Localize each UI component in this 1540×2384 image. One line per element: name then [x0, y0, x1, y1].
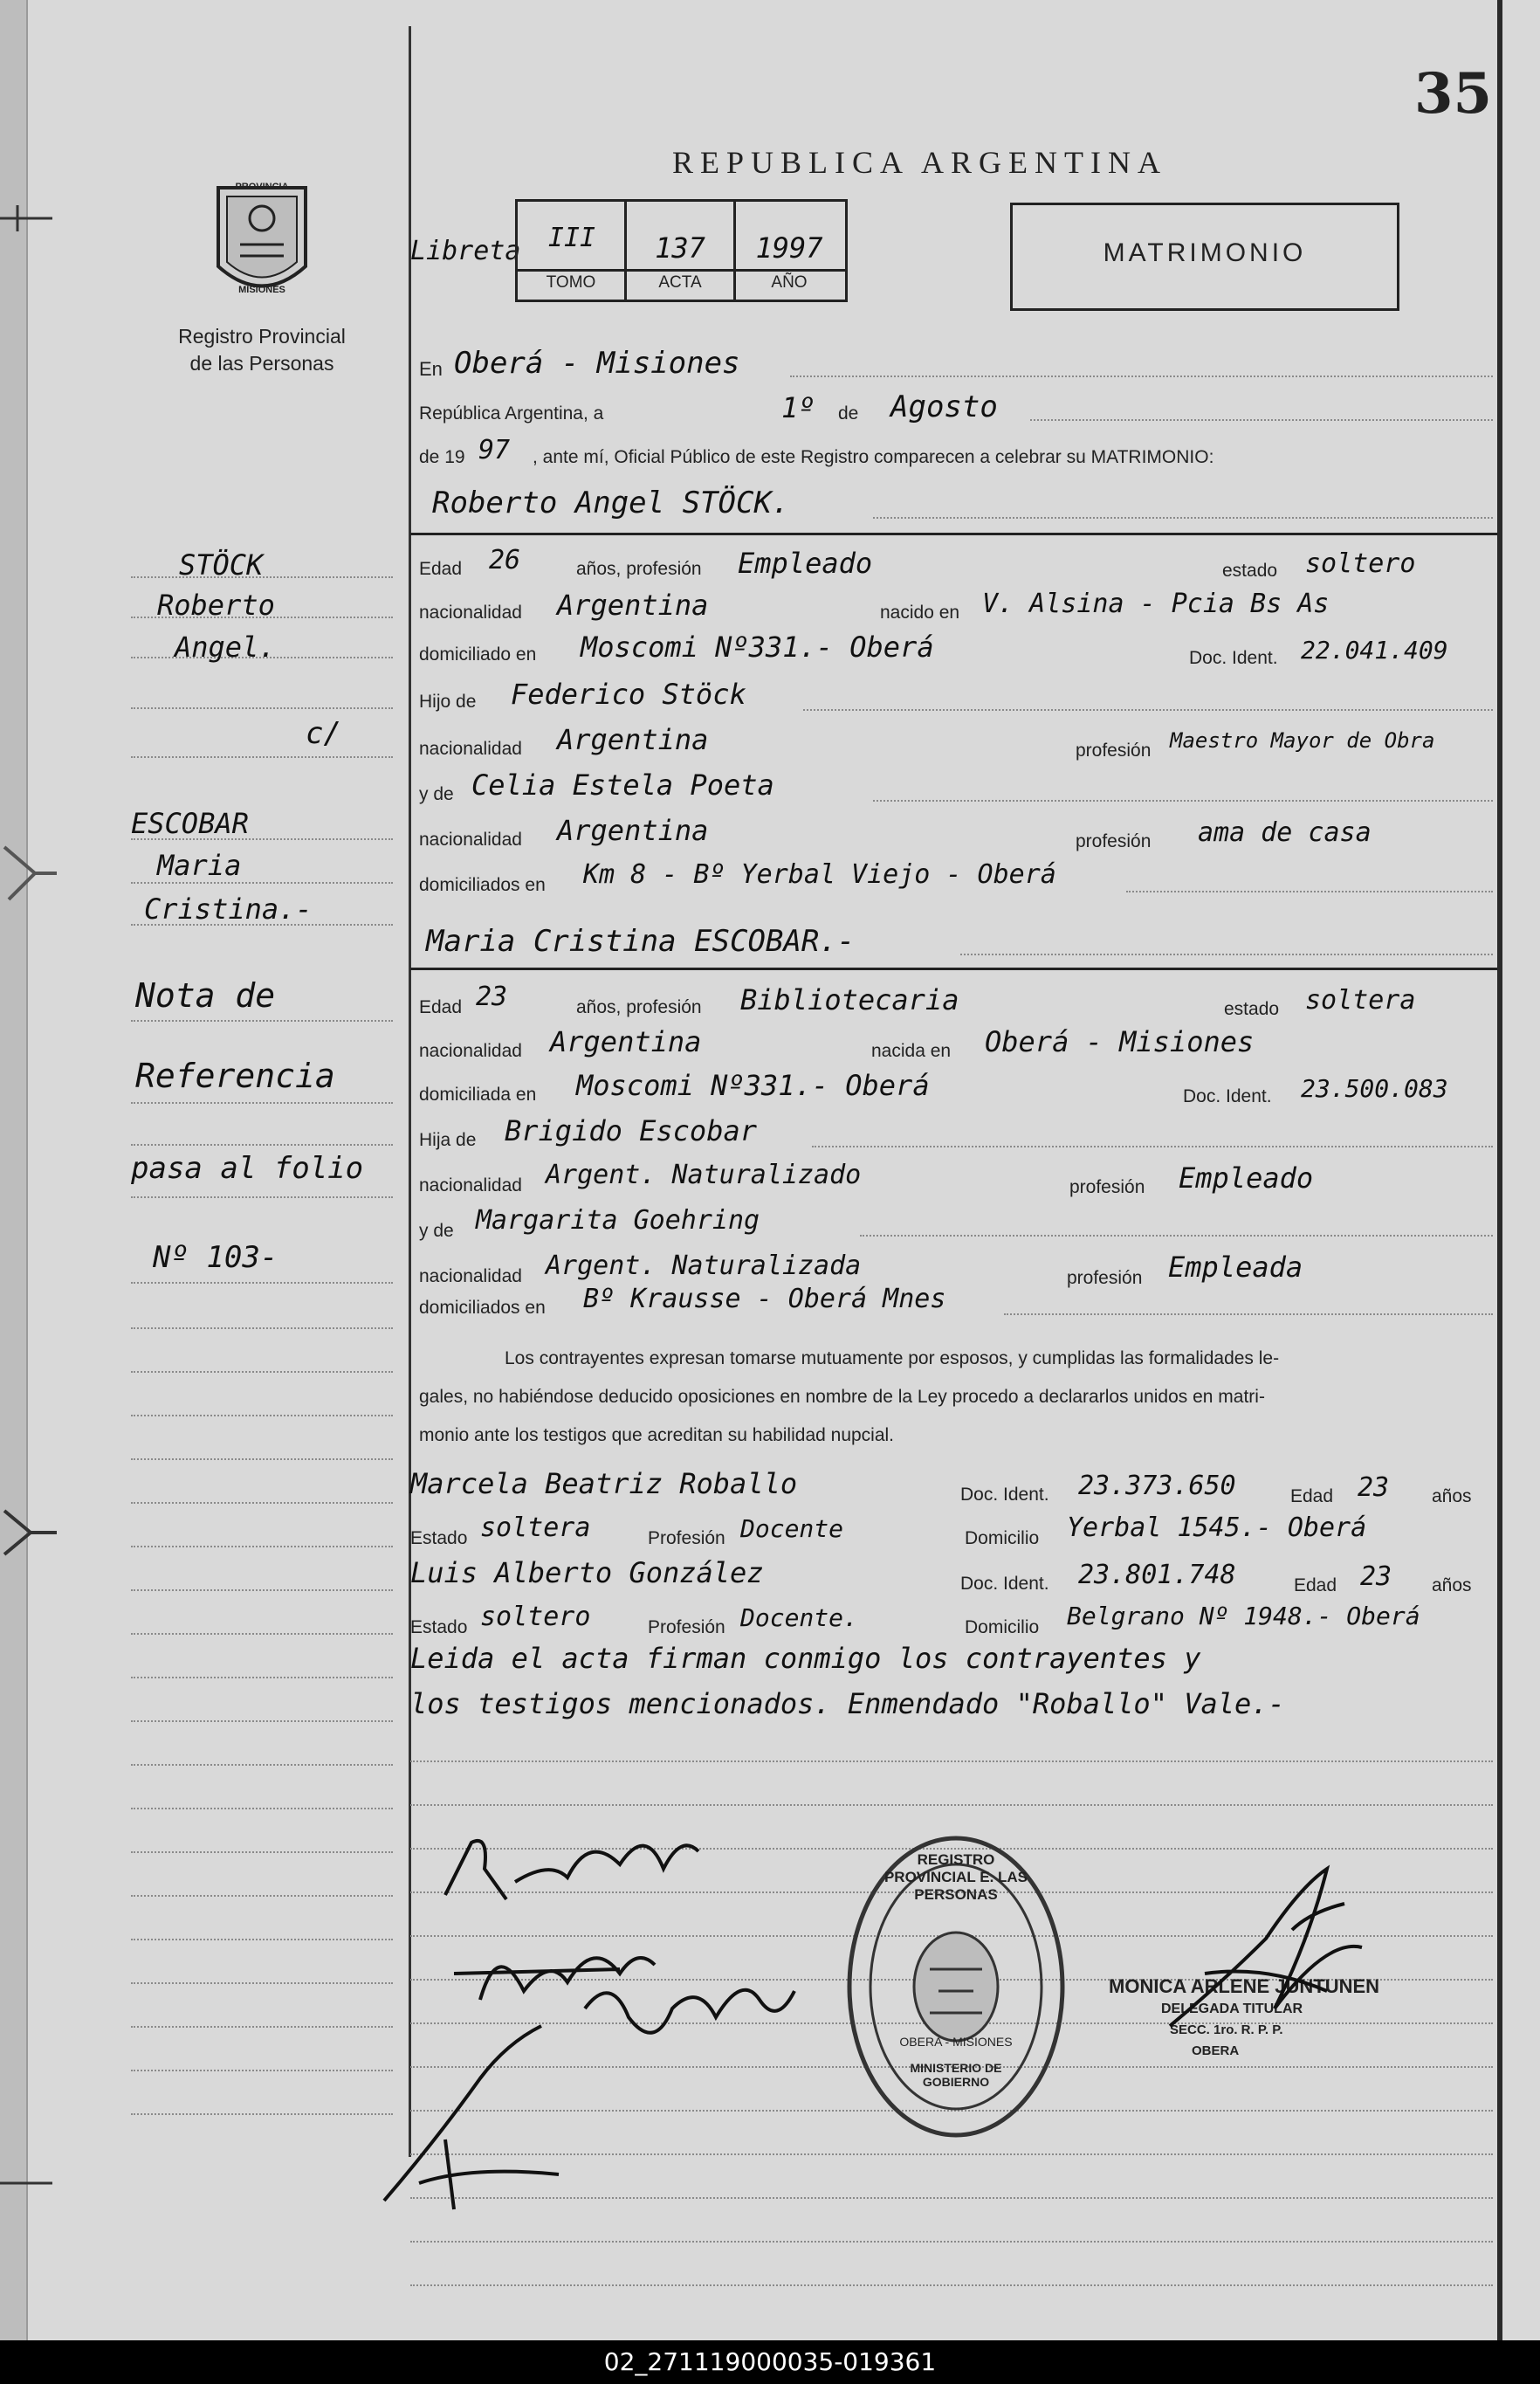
en-label: En — [419, 358, 443, 380]
closing-line-1: Leida el acta firman conmigo los contrayentes y — [410, 1642, 1201, 1675]
witness-1-edad: 23 — [1358, 1472, 1390, 1503]
bride-mother-nac: Argent. Naturalizada — [546, 1251, 862, 1281]
en-value: Oberá - Misiones — [454, 346, 740, 381]
groom-dom-label: domiciliado en — [419, 644, 537, 665]
witness-2-name: Luis Alberto González — [410, 1556, 764, 1589]
year-value: 97 — [478, 435, 511, 465]
witness-1-edad-label: Edad — [1290, 1486, 1334, 1506]
margin-note-line-1: Nota de — [135, 976, 276, 1015]
witness-2-prof-label: Profesión — [648, 1617, 725, 1637]
doc-type-label: MATRIMONIO — [1103, 238, 1307, 267]
groom-mother-prof: ama de casa — [1198, 817, 1372, 848]
binding-mark — [0, 838, 61, 908]
groom-profesion-label: años, profesión — [576, 559, 702, 579]
witness-1-prof-label: Profesión — [648, 1528, 725, 1548]
tomo-value: III — [547, 223, 596, 253]
bride-father-nac: Argent. Naturalizado — [546, 1160, 862, 1190]
groom-parents-dom-label: domiciliados en — [419, 875, 546, 895]
bride-nac-label: nacionalidad — [419, 1041, 522, 1061]
bride-nacionalidad: Argentina — [550, 1025, 702, 1058]
bride-parents-dom: Bº Krausse - Oberá Mnes — [583, 1284, 946, 1314]
margin-groom-name-2: Angel. — [175, 630, 276, 664]
bride-father: Brigido Escobar — [505, 1114, 757, 1147]
bride-nacida: Oberá - Misiones — [985, 1025, 1255, 1058]
bride-mother: Margarita Goehring — [476, 1205, 760, 1236]
witness-2-edad: 23 — [1360, 1561, 1392, 1592]
official-office: SECC. 1ro. R. P. P. — [1170, 2022, 1283, 2037]
bride-edad: 23 — [476, 982, 508, 1012]
margin-divider — [409, 26, 411, 2157]
bride-yde-label: y de — [419, 1221, 454, 1241]
round-stamp-center: OBERA - MISIONES — [899, 2035, 1013, 2049]
ano-label: AÑO — [771, 273, 808, 292]
bride-parents-dom-label: domiciliados en — [419, 1298, 546, 1318]
bride-doc-label: Doc. Ident. — [1183, 1086, 1272, 1106]
groom-father-nac: Argentina — [557, 723, 709, 756]
binding-margin — [0, 0, 28, 2340]
groom-mother: Celia Estela Poeta — [471, 768, 774, 802]
round-stamp-bottom: MINISTERIO DE GOBIERNO — [910, 2061, 1002, 2089]
groom-estado-label: estado — [1222, 561, 1278, 581]
seal-top-text: PROVINCIA — [235, 182, 289, 192]
bride-mother-prof-label: profesión — [1067, 1268, 1143, 1288]
bride-nacida-label: nacida en — [871, 1041, 952, 1061]
groom-nacido: V. Alsina - Pcia Bs As — [982, 589, 1330, 619]
witness-1-estado: soltera — [480, 1512, 591, 1543]
margin-bride-name: Maria — [157, 849, 242, 882]
witness-2-doc: 23.801.748 — [1078, 1560, 1236, 1590]
bride-estado-label: estado — [1224, 999, 1280, 1019]
acta-value: 137 — [655, 231, 705, 265]
bride-doc: 23.500.083 — [1301, 1074, 1448, 1103]
ano-value: 1997 — [755, 231, 823, 265]
bride-name: Maria Cristina ESCOBAR.- — [426, 924, 856, 959]
groom-nacionalidad: Argentina — [557, 589, 709, 622]
groom-mother-nac-label: nacionalidad — [419, 830, 522, 850]
year-label: de 19 — [419, 447, 465, 467]
margin-groom-surname: STÖCK — [179, 548, 264, 582]
declaration-line-2: gales, no habiéndose deducido oposiciones en nombre de la Ley procedo a declararlos unidos en matri- — [419, 1387, 1265, 1407]
round-stamp-top: REGISTRO PROVINCIAL E. LAS PERSONAS — [883, 1851, 1028, 1903]
bride-father-prof-label: profesión — [1069, 1177, 1145, 1197]
groom-yde-label: y de — [419, 784, 454, 804]
witness-1-anos-label: años — [1432, 1486, 1472, 1506]
declaration-line-3: monio ante los testigos que acreditan su habilidad nupcial. — [419, 1425, 895, 1445]
groom-profesion: Empleado — [738, 547, 873, 580]
acta-label: ACTA — [658, 273, 702, 292]
handwritten-prefix: Libreta — [410, 236, 521, 266]
margin-note-line-4: Nº 103- — [153, 1240, 278, 1275]
bride-father-nac-label: nacionalidad — [419, 1175, 522, 1195]
page-title: REPUBLICA ARGENTINA — [672, 145, 1168, 180]
witness-1-dom: Yerbal 1545.- Oberá — [1067, 1512, 1367, 1543]
witness-1-dom-label: Domicilio — [965, 1528, 1040, 1548]
witness-1-doc-label: Doc. Ident. — [960, 1485, 1049, 1505]
tomo-label: TOMO — [546, 273, 596, 292]
groom-nacido-label: nacido en — [880, 603, 960, 623]
groom-name: Roberto Angel STÖCK. — [432, 486, 790, 520]
groom-doc: 22.041.409 — [1301, 636, 1448, 665]
binding-mark — [0, 1502, 61, 1563]
bride-estado: soltera — [1305, 985, 1416, 1016]
witness-1-prof: Docente — [740, 1514, 844, 1543]
witness-2-edad-label: Edad — [1294, 1575, 1337, 1595]
registry-line-1: Registro Provincial — [178, 325, 346, 348]
groom-signature — [437, 1799, 716, 1921]
witness-2-prof: Docente. — [740, 1603, 858, 1632]
registry-line-2: de las Personas — [189, 352, 334, 375]
margin-bride-surname: ESCOBAR — [131, 807, 249, 840]
margin-note-line-2: Referencia — [135, 1057, 335, 1095]
republica-label: República Argentina, a — [419, 403, 604, 424]
official-title: DELEGADA TITULAR — [1161, 2002, 1303, 2016]
official-name: MONICA ARLENE JUNTUNEN — [1109, 1975, 1380, 1997]
intro-statement: , ante mí, Oficial Público de este Registro comparecen a celebrar su MATRIMONIO: — [533, 447, 1214, 467]
month-value: Agosto — [890, 389, 998, 424]
groom-hijo-label: Hijo de — [419, 692, 477, 712]
closing-line-2: los testigos mencionados. Enmendado "Roballo" Vale.- — [410, 1687, 1285, 1720]
groom-parents-dom: Km 8 - Bº Yerbal Viejo - Oberá — [583, 859, 1056, 890]
groom-doc-label: Doc. Ident. — [1189, 648, 1278, 668]
groom-domicilio: Moscomi Nº331.- Oberá — [581, 630, 934, 664]
bride-profesion-label: años, profesión — [576, 997, 702, 1017]
bride-profesion: Bibliotecaria — [740, 983, 959, 1016]
witness-1-doc: 23.373.650 — [1078, 1471, 1236, 1501]
margin-groom-name: Roberto — [157, 589, 275, 622]
groom-nac-label: nacionalidad — [419, 603, 522, 623]
de-label: de — [838, 403, 859, 424]
groom-father: Federico Stöck — [511, 678, 746, 711]
witness-1-name: Marcela Beatriz Roballo — [410, 1467, 798, 1500]
page-edge — [1497, 0, 1502, 2340]
witness-2-doc-label: Doc. Ident. — [960, 1574, 1049, 1594]
witness-2-signature — [367, 2008, 594, 2227]
witness-2-estado-label: Estado — [410, 1617, 468, 1637]
bride-dom-label: domiciliada en — [419, 1085, 537, 1105]
bride-domicilio: Moscomi Nº331.- Oberá — [576, 1069, 930, 1102]
witness-2-estado: soltero — [480, 1602, 591, 1632]
bride-hija-label: Hija de — [419, 1130, 477, 1150]
groom-father-prof-label: profesión — [1076, 741, 1152, 761]
record-box-divider — [515, 269, 845, 272]
official-signature — [1135, 1834, 1397, 2078]
binding-mark — [0, 2166, 61, 2201]
margin-connector: c/ — [306, 716, 341, 751]
witness-1-signature — [576, 1956, 803, 2061]
official-city: OBERA — [1192, 2043, 1240, 2058]
bride-mother-prof: Empleada — [1168, 1251, 1303, 1284]
groom-father-prof: Maestro Mayor de Obra — [1170, 728, 1435, 753]
day-value: 1º — [781, 391, 815, 424]
groom-estado: soltero — [1305, 548, 1416, 579]
witness-2-anos-label: años — [1432, 1575, 1472, 1595]
witness-2-dom: Belgrano Nº 1948.- Oberá — [1067, 1602, 1420, 1630]
groom-edad: 26 — [489, 545, 521, 575]
binding-mark — [0, 201, 61, 236]
page-number: 35 — [1414, 61, 1493, 127]
margin-bride-name-2: Cristina.- — [144, 892, 313, 926]
witness-2-dom-label: Domicilio — [965, 1617, 1040, 1637]
groom-mother-nac: Argentina — [557, 814, 709, 847]
image-id-footer: 02_271119000035-019361 — [0, 2340, 1540, 2384]
witness-1-estado-label: Estado — [410, 1528, 468, 1548]
bride-mother-nac-label: nacionalidad — [419, 1266, 522, 1286]
groom-edad-label: Edad — [419, 559, 463, 579]
groom-father-nac-label: nacionalidad — [419, 739, 522, 759]
seal-bottom-text: MISIONES — [238, 285, 285, 295]
groom-mother-prof-label: profesión — [1076, 831, 1152, 851]
margin-note-line-3: pasa al folio — [131, 1151, 364, 1186]
bride-father-prof: Empleado — [1179, 1161, 1314, 1195]
declaration-line-1: Los contrayentes expresan tomarse mutuamente por esposos, y cumplidas las formalidades le- — [505, 1348, 1280, 1368]
bride-edad-label: Edad — [419, 997, 463, 1017]
